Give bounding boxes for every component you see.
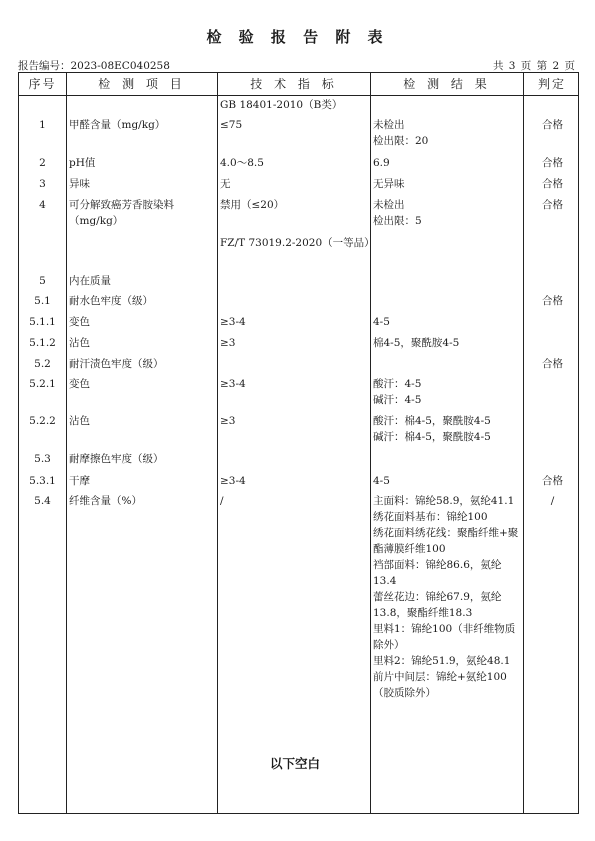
- row-indicator: /: [220, 495, 224, 507]
- row-result: 酸汗：4-5 碱汗：4-5: [373, 378, 422, 406]
- header-no: 序号: [28, 77, 57, 91]
- row-test-item: pH值: [69, 157, 96, 169]
- row-test-item: 沾色: [69, 337, 90, 349]
- row-indicator: ≥3: [220, 337, 236, 349]
- page-info: 共 3 页 第 2 页: [492, 60, 575, 72]
- header-divider: [19, 95, 578, 96]
- row-indicator: 禁用（≤20）: [220, 199, 285, 211]
- row-result: 4-5: [373, 316, 390, 328]
- row-number: 5: [39, 275, 46, 287]
- row-test-item: 干摩: [69, 475, 90, 487]
- row-result: 主面料：锦纶58.9，氨纶41.1 绣花面料基布：锦纶100 绣花面料绣花线：聚酯纤维+聚酯薄膜纤维100 裆部面料：锦纶86.6，氨纶13.4 蕾丝花边：锦纶67.9，氨纶13.8，聚酯纤维18.3 里料1：锦纶100（非纤维物质除外） 里料2：锦纶51.9，氨纶48.1 前片中间层：锦纶+氨纶100（胶质除外）: [373, 495, 519, 699]
- row-test-item: 可分解致癌芳香胺染料（mg/kg）: [69, 199, 174, 227]
- row-result: 未检出 检出限：20: [373, 119, 429, 147]
- row-test-item: 耐汗渍色牢度（级）: [69, 358, 164, 370]
- row-indicator: ≥3-4: [220, 475, 246, 487]
- row-judgment: /: [550, 495, 555, 507]
- row-test-item: 内在质量: [69, 275, 111, 287]
- row-indicator: ≥3-4: [220, 316, 246, 328]
- header-indicator: 技 术 指 标: [250, 77, 338, 91]
- row-result: 4-5: [373, 475, 390, 487]
- row-indicator: 4.0～8.5: [220, 157, 264, 169]
- row-number: 5.2: [34, 358, 51, 370]
- header-item: 检 测 项 目: [98, 77, 186, 91]
- row-test-item: 变色: [69, 316, 90, 328]
- column-divider: [523, 73, 524, 813]
- row-number: 5.1.1: [29, 316, 56, 328]
- row-number: 5.3.1: [29, 475, 56, 487]
- row-test-item: 异味: [69, 178, 90, 190]
- row-indicator: ≥3-4: [220, 378, 246, 390]
- column-divider: [217, 73, 218, 813]
- row-test-item: 变色: [69, 378, 90, 390]
- row-result: 无异味: [373, 178, 405, 190]
- header-judgment: 判定: [537, 77, 566, 91]
- column-divider: [66, 73, 67, 813]
- row-test-item: 耐水色牢度（级）: [69, 295, 153, 307]
- row-test-item: 耐摩擦色牢度（级）: [69, 453, 164, 465]
- row-indicator: GB 18401-2010（B类）: [220, 99, 343, 111]
- row-number: 4: [39, 199, 46, 211]
- row-number: 5.2.2: [29, 415, 56, 427]
- row-result: 棉4-5，聚酰胺4-5: [373, 337, 460, 349]
- row-judgment: 合格: [542, 157, 563, 169]
- row-number: 2: [39, 157, 46, 169]
- row-result: 6.9: [373, 157, 390, 169]
- row-number: 5.2.1: [29, 378, 56, 390]
- row-number: 1: [39, 119, 46, 131]
- row-judgment: 合格: [542, 119, 563, 131]
- header-result: 检 测 结 果: [403, 77, 491, 91]
- column-divider: [370, 73, 371, 813]
- row-judgment: 合格: [542, 358, 563, 370]
- row-test-item: 甲醛含量（mg/kg）: [69, 119, 166, 131]
- report-number: 报告编号：2023-08EC040258: [18, 60, 170, 72]
- row-result: 未检出 检出限：5: [373, 199, 422, 227]
- row-number: 5.3: [34, 453, 51, 465]
- row-indicator: 无: [220, 178, 231, 190]
- row-number: 5.4: [34, 495, 51, 507]
- row-number: 5.1: [34, 295, 51, 307]
- row-judgment: 合格: [542, 295, 563, 307]
- row-indicator: ≥3: [220, 415, 236, 427]
- row-test-item: 沾色: [69, 415, 90, 427]
- row-judgment: 合格: [542, 178, 563, 190]
- row-indicator: FZ/T 73019.2-2020（一等品）: [220, 237, 375, 249]
- row-number: 3: [39, 178, 46, 190]
- row-indicator: ≤75: [220, 119, 243, 131]
- row-judgment: 合格: [542, 475, 563, 487]
- document-title: 检 验 报 告 附 表: [206, 28, 389, 46]
- results-table: [18, 72, 579, 814]
- row-judgment: 合格: [542, 199, 563, 211]
- row-number: 5.1.2: [29, 337, 56, 349]
- blank-note: 以下空白: [269, 756, 320, 771]
- row-result: 酸汗：棉4-5，聚酰胺4-5 碱汗：棉4-5，聚酰胺4-5: [373, 415, 491, 443]
- row-test-item: 纤维含量（%）: [69, 495, 142, 507]
